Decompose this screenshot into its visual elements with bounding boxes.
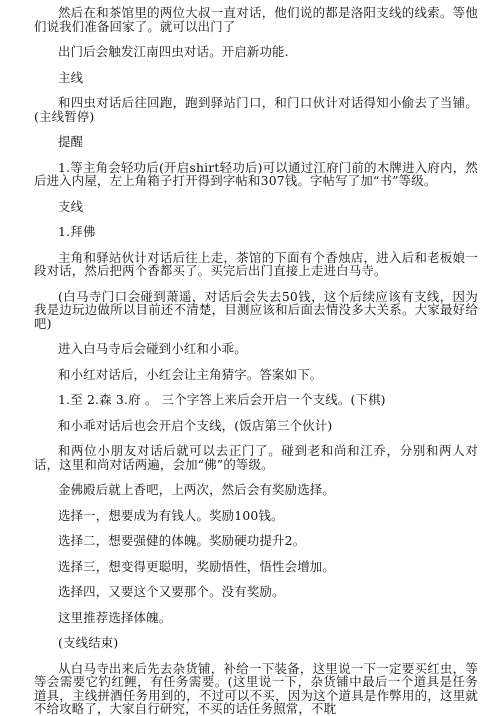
paragraph-choice-3: 选择三，想变得更聪明，奖励悟性，悟性会增加。	[58, 558, 335, 574]
paragraph-post-station: 和四虫对话后往回跑，跑到驿站门口，和门口伙计对话得知小偷去了当铺。(主线暂停)	[34, 95, 478, 124]
paragraph-recommendation: 这里推荐选择体魄。	[58, 609, 172, 625]
heading-reminder: 提醒	[58, 134, 84, 149]
paragraph-choice-4: 选择四，又要这个又要那个。没有奖励。	[58, 584, 285, 599]
paragraph-xiaoyao: (白马寺门口会碰到萧遥，对话后会失去50钱，这个后续应该有支线，因为我是边玩边做所以目前还不清楚，目测应该和后面去情没多大关系。大家最好给吧)	[34, 288, 478, 331]
paragraph-enter-temple: 进入白马寺后会碰到小红和小乖。	[58, 341, 247, 356]
paragraph-answers: 1.至 2.森 3.府 。 三个字答上来后会开启一个支线。(下棋)	[58, 392, 386, 407]
paragraph-xiaohong: 和小红对话后，小红会让主角猜字。答案如下。	[58, 366, 323, 382]
heading-main-line: 主线	[58, 69, 84, 85]
paragraph-light-skill: 1.等主角会轻功后(开启shirt轻功后)可以通过江府门前的木牌进入府内，然后进入内屋，左上角箱子打开得到字帖和307钱。字帖写了加“书”等级。	[34, 159, 478, 188]
paragraph-choice-1: 选择一，想要成为有钱人。奖励100钱。	[58, 507, 284, 523]
paragraph-side-line-end: (支线结束)	[58, 635, 119, 650]
heading-worship: 1.拜佛	[58, 224, 96, 239]
paragraph-choice-2: 选择二，想要强健的体魄。奖励硬功提升2。	[58, 533, 306, 548]
paragraph-xiaoguai: 和小乖对话后也会开启个支线，(饭店第三个伙计)	[58, 417, 333, 433]
paragraph-four-insects: 出门后会触发江南四虫对话。开启新功能.	[58, 44, 289, 59]
paragraph-golden-buddha: 金佛殿后就上香吧，上两次，然后会有奖励选择。	[58, 482, 335, 497]
paragraph-teahouse-dialogue: 然后在和茶馆里的两位大叔一直对话，他们说的都是洛阳支线的线索。等他们说我们准备回家了。就可以出门了	[34, 5, 478, 34]
heading-side-line: 支线	[58, 198, 84, 214]
paragraph-incense-shop: 主角和驿站伙计对话后往上走，茶馆的下面有个香烛店，进入后和老板娘一段对话，然后把两个香都买了。买完后出门直接上走进白马寺。	[34, 249, 478, 278]
paragraph-general-store: 从白马寺出来后先去杂货铺，补给一下装备，这里说一下一定要买红虫，等等会需要它钓红鲤，有任务需要。(这里说一下，杂货铺中最后一个道具是任务道具，主线拼酒任务用到的，不过可以不买，因为这个道具是作弊用的，这里就不给攻略了，大家自行研究，不买的话任务照常，不耽	[34, 660, 478, 716]
paragraph-main-gate: 和两位小朋友对话后就可以去正门了。碰到老和尚和江乔，分别和两人对话，这里和尚对话两遍，会加“佛”的等级。	[34, 443, 478, 472]
